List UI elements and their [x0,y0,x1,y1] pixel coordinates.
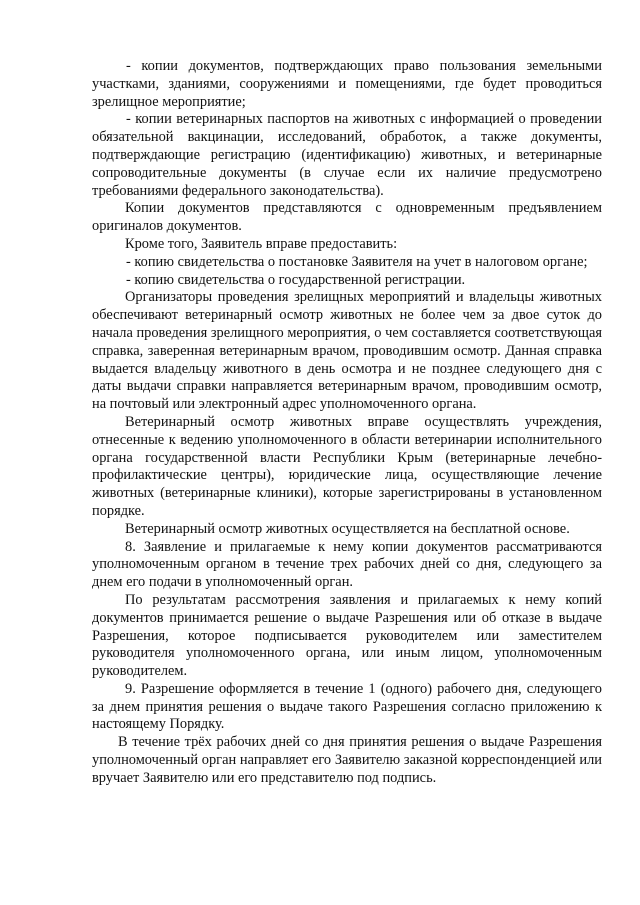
paragraph-delivery: В течение трёх рабочих дней со дня принятия решения о выдаче Разрешения уполномоченный орган направляет его Заявителю заказной корреспонденцией или вручает Заявителю или его представителю под подпись. [92,734,602,786]
paragraph-inspection-institutions: Ветеринарный осмотр животных вправе осуществлять учреждения, отнесенные к ведению уполномоченного в области ветеринарии исполнительного органа государственной власти Республики Крым (ветеринарные лечебно-профилактические центры), юридические лица, осуществляющие лечение животных (ветеринарные клиники), которые зарегистрированы в установленном порядке. [92,413,602,519]
paragraph-applicant-may-provide: Кроме того, Заявитель вправе предоставить: [125,235,398,252]
paragraph-item-9: 9. Разрешение оформляется в течение 1 (одного) рабочего дня, следующего за днем принятия решения о выдаче такого Разрешения согласно приложению к настоящему Порядку. [92,680,602,733]
paragraph-state-registration: - копию свидетельства о государственной регистрации. [126,271,466,288]
paragraph-organizers-vet-inspection: Организаторы проведения зрелищных мероприятий и владельцы животных обеспечивают ветеринарный осмотр животных не более чем за двое суток до начала проведения зрелищного мероприятия, о чем составляется соответствующая справка, заверенная ветеринарным врачом, проводившим осмотр. Данная справка выдается владельцу животного в день осмотра и не позднее следующего дня с даты выдачи справки направляется ветеринарным врачом, проводившим осмотр, на почтовый или электронный адрес уполномоченного органа. [92,289,602,413]
paragraph-free-inspection: Ветеринарный осмотр животных осуществляется на бесплатной основе. [125,520,570,537]
paragraph-copies-originals: Копии документов представляются с одновременным предъявлением оригиналов документов. [92,200,602,235]
paragraph-item-8: 8. Заявление и прилагаемые к нему копии документов рассматриваются уполномоченным органом в течение трех рабочих дней со дня, следующего за днем его подачи в уполномоченный орган. [92,538,602,591]
paragraph-land-documents: - копии документов, подтверждающих право пользования земельными участками, зданиями, сооружениями и помещениями, где будет проводиться зрелищное мероприятие; [92,58,602,110]
paragraph-review-decision: По результатам рассмотрения заявления и прилагаемых к нему копий документов принимается решение о выдаче Разрешения или об отказе в выдаче Разрешения, которое подписывается руководителем или заместителем руководителя уполномоченного органа, или иным лицом, уполномоченным руководителем. [92,591,602,680]
paragraph-tax-registration: - копию свидетельства о постановке Заявителя на учет в налоговом органе; [126,253,588,270]
paragraph-vet-passports: - копии ветеринарных паспортов на животных с информацией о проведении обязательной вакцинации, исследований, обработок, а также документы, подтверждающие регистрацию (идентификацию) животных, и ветеринарные сопроводительные документы (в случае если их наличие предусмотрено требованиями федерального законодательства). [92,111,602,199]
